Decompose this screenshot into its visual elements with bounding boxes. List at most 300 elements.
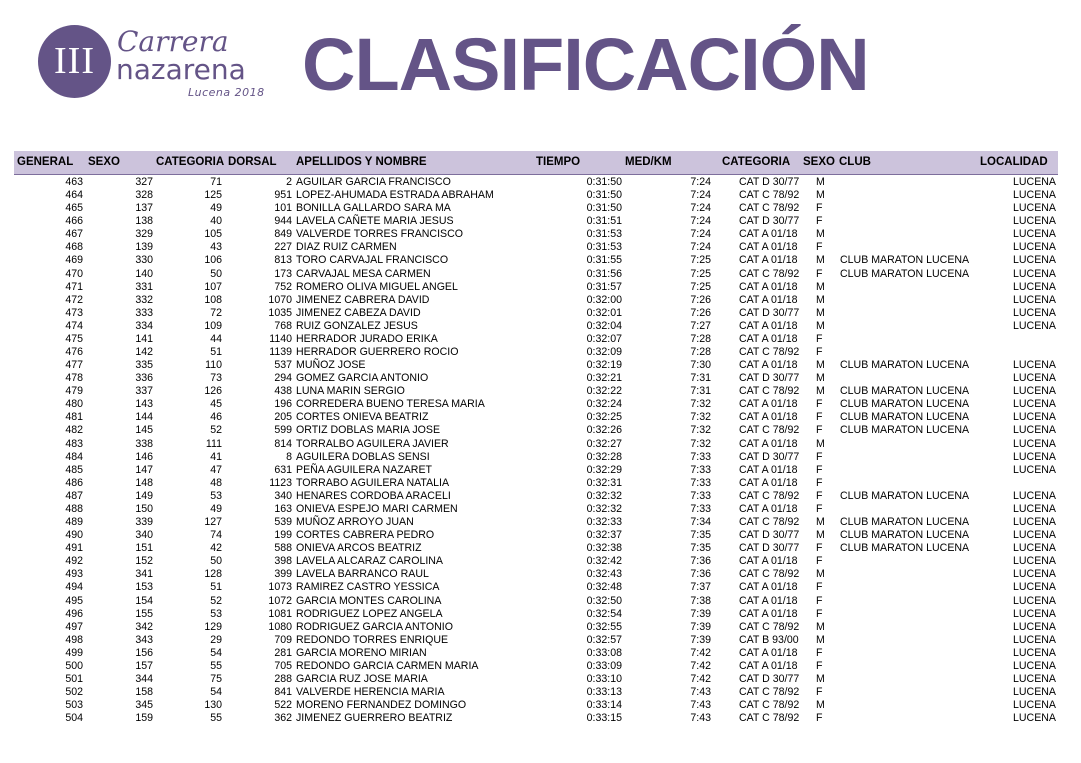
cell-tiempo: 0:32:00 xyxy=(586,293,622,306)
cell-medkm: 7:30 xyxy=(690,359,711,372)
results-table xyxy=(0,176,1081,725)
cell-sexo: 339 xyxy=(135,516,153,529)
cell-tiempo: 0:32:37 xyxy=(586,529,622,542)
cell-sexo2: F xyxy=(816,332,823,345)
cell-medkm: 7:35 xyxy=(690,529,711,542)
header-medkm: MED/KM xyxy=(625,156,672,168)
cell-sexo: 141 xyxy=(135,332,153,345)
cell-sexo2: F xyxy=(816,646,823,659)
table-row xyxy=(0,451,1081,464)
cell-tiempo: 0:32:26 xyxy=(586,424,622,437)
cell-sexo2: F xyxy=(816,555,823,568)
cell-dorsal: 1070 xyxy=(268,293,292,306)
cell-sexo: 142 xyxy=(135,346,153,359)
cell-medkm: 7:24 xyxy=(690,202,711,215)
cell-general: 499 xyxy=(65,646,83,659)
cell-general: 466 xyxy=(65,215,83,228)
cell-tiempo: 0:31:53 xyxy=(586,228,622,241)
header-dorsal: DORSAL xyxy=(228,156,277,168)
cell-sexo: 335 xyxy=(135,359,153,372)
cell-medkm: 7:27 xyxy=(690,319,711,332)
cell-localidad: LUCENA xyxy=(1013,712,1056,725)
cell-sexo: 156 xyxy=(135,646,153,659)
cell-medkm: 7:36 xyxy=(690,555,711,568)
cell-sexo: 341 xyxy=(135,568,153,581)
table-row xyxy=(0,228,1081,241)
cell-nombre: RODRIGUEZ LOPEZ ANGELA xyxy=(296,607,443,620)
table-row xyxy=(0,320,1081,333)
cell-nombre: GARCIA RUZ JOSE MARIA xyxy=(296,672,428,685)
cell-tiempo: 0:32:38 xyxy=(586,542,622,555)
table-row xyxy=(0,542,1081,555)
cell-tiempo: 0:31:50 xyxy=(586,189,622,202)
cell-medkm: 7:34 xyxy=(690,516,711,529)
cell-nombre: ONIEVA ESPEJO MARI CARMEN xyxy=(296,502,458,515)
cell-categoria-pos: 129 xyxy=(204,620,222,633)
table-row xyxy=(0,555,1081,568)
cell-dorsal: 281 xyxy=(274,646,292,659)
cell-sexo: 146 xyxy=(135,450,153,463)
logo-numeral-badge: III xyxy=(38,25,111,98)
cell-general: 467 xyxy=(65,228,83,241)
cell-dorsal: 163 xyxy=(274,502,292,515)
cell-categoria-pos: 51 xyxy=(210,346,222,359)
cell-general: 468 xyxy=(65,241,83,254)
cell-medkm: 7:24 xyxy=(690,176,711,188)
cell-medkm: 7:33 xyxy=(690,489,711,502)
cell-tiempo: 0:31:50 xyxy=(586,202,622,215)
table-row xyxy=(0,647,1081,660)
table-row xyxy=(0,621,1081,634)
cell-tiempo: 0:32:21 xyxy=(586,372,622,385)
cell-nombre: HERRADOR GUERRERO ROCIO xyxy=(296,346,459,359)
cell-tiempo: 0:32:32 xyxy=(586,489,622,502)
cell-sexo2: F xyxy=(816,686,823,699)
cell-sexo2: M xyxy=(816,568,825,581)
cell-categoria-pos: 46 xyxy=(210,411,222,424)
cell-nombre: HENARES CORDOBA ARACELI xyxy=(296,489,451,502)
cell-categoria: CAT D 30/77 xyxy=(739,542,800,555)
cell-general: 502 xyxy=(65,686,83,699)
cell-tiempo: 0:32:43 xyxy=(586,568,622,581)
cell-categoria-pos: 41 xyxy=(210,450,222,463)
cell-categoria-pos: 50 xyxy=(210,555,222,568)
cell-localidad: LUCENA xyxy=(1013,437,1056,450)
cell-categoria-pos: 111 xyxy=(205,437,222,450)
cell-nombre: CORREDERA BUENO TERESA MARIA xyxy=(296,398,485,411)
cell-localidad: LUCENA xyxy=(1013,215,1056,228)
cell-general: 470 xyxy=(65,267,83,280)
cell-categoria-pos: 42 xyxy=(210,542,222,555)
cell-localidad: LUCENA xyxy=(1013,555,1056,568)
cell-sexo: 344 xyxy=(135,672,153,685)
cell-sexo: 338 xyxy=(135,437,153,450)
cell-medkm: 7:42 xyxy=(690,659,711,672)
cell-categoria: CAT C 78/92 xyxy=(739,202,800,215)
cell-sexo2: M xyxy=(816,293,825,306)
cell-sexo: 148 xyxy=(135,476,153,489)
cell-tiempo: 0:32:24 xyxy=(586,398,622,411)
cell-categoria: CAT A 01/18 xyxy=(739,463,798,476)
cell-general: 491 xyxy=(65,542,83,555)
cell-dorsal: 849 xyxy=(274,228,292,241)
cell-categoria: CAT C 78/92 xyxy=(739,516,800,529)
cell-dorsal: 294 xyxy=(274,372,292,385)
cell-sexo: 340 xyxy=(135,529,153,542)
cell-sexo: 144 xyxy=(135,411,153,424)
cell-dorsal: 205 xyxy=(274,411,292,424)
cell-sexo: 342 xyxy=(135,620,153,633)
table-row xyxy=(0,699,1081,712)
cell-categoria: CAT A 01/18 xyxy=(739,359,798,372)
cell-sexo2: F xyxy=(816,607,823,620)
table-row xyxy=(0,385,1081,398)
cell-categoria: CAT C 78/92 xyxy=(739,346,800,359)
cell-medkm: 7:38 xyxy=(690,594,711,607)
cell-nombre: MUÑOZ JOSE xyxy=(296,359,366,372)
table-row xyxy=(0,254,1081,267)
cell-categoria-pos: 73 xyxy=(210,372,222,385)
cell-medkm: 7:33 xyxy=(690,450,711,463)
cell-localidad: LUCENA xyxy=(1013,228,1056,241)
table-row xyxy=(0,516,1081,529)
cell-nombre: AGUILAR GARCIA FRANCISCO xyxy=(296,176,451,188)
cell-general: 465 xyxy=(65,202,83,215)
cell-localidad: LUCENA xyxy=(1013,267,1056,280)
cell-medkm: 7:25 xyxy=(690,254,711,267)
cell-localidad: LUCENA xyxy=(1013,280,1056,293)
cell-medkm: 7:39 xyxy=(690,633,711,646)
cell-tiempo: 0:32:22 xyxy=(586,385,622,398)
cell-dorsal: 1035 xyxy=(268,306,292,319)
cell-tiempo: 0:32:33 xyxy=(586,516,622,529)
cell-general: 501 xyxy=(65,672,83,685)
cell-sexo2: F xyxy=(816,241,823,254)
cell-localidad: LUCENA xyxy=(1013,372,1056,385)
cell-nombre: ROMERO OLIVA MIGUEL ANGEL xyxy=(296,280,458,293)
cell-tiempo: 0:32:32 xyxy=(586,502,622,515)
table-row xyxy=(0,686,1081,699)
cell-sexo: 155 xyxy=(135,607,153,620)
cell-localidad: LUCENA xyxy=(1013,516,1056,529)
cell-localidad: LUCENA xyxy=(1013,293,1056,306)
cell-medkm: 7:33 xyxy=(690,502,711,515)
cell-categoria-pos: 47 xyxy=(210,463,222,476)
table-row xyxy=(0,581,1081,594)
cell-sexo2: F xyxy=(816,712,823,725)
cell-nombre: MORENO FERNANDEZ DOMINGO xyxy=(296,699,467,712)
cell-medkm: 7:32 xyxy=(690,437,711,450)
table-row xyxy=(0,634,1081,647)
cell-sexo2: M xyxy=(816,529,825,542)
cell-general: 490 xyxy=(65,529,83,542)
cell-sexo: 159 xyxy=(135,712,153,725)
cell-general: 479 xyxy=(65,385,83,398)
cell-dorsal: 8 xyxy=(286,450,292,463)
cell-dorsal: 196 xyxy=(274,398,292,411)
cell-dorsal: 1139 xyxy=(269,346,292,359)
cell-categoria: CAT A 01/18 xyxy=(739,502,798,515)
cell-club: CLUB MARATON LUCENA xyxy=(840,359,970,372)
cell-sexo: 154 xyxy=(135,594,153,607)
cell-general: 475 xyxy=(65,332,83,345)
cell-categoria: CAT D 30/77 xyxy=(739,450,800,463)
cell-tiempo: 0:32:31 xyxy=(586,476,622,489)
cell-sexo2: F xyxy=(816,502,823,515)
cell-dorsal: 340 xyxy=(274,489,292,502)
table-row xyxy=(0,673,1081,686)
cell-dorsal: 2 xyxy=(286,176,292,188)
cell-general: 483 xyxy=(65,437,83,450)
cell-categoria: CAT A 01/18 xyxy=(739,293,798,306)
cell-medkm: 7:42 xyxy=(690,646,711,659)
cell-club: CLUB MARATON LUCENA xyxy=(840,385,970,398)
cell-medkm: 7:26 xyxy=(690,293,711,306)
cell-general: 482 xyxy=(65,424,83,437)
cell-categoria: CAT A 01/18 xyxy=(739,280,798,293)
table-row xyxy=(0,411,1081,424)
cell-general: 496 xyxy=(65,607,83,620)
cell-localidad: LUCENA xyxy=(1013,319,1056,332)
cell-localidad: LUCENA xyxy=(1013,359,1056,372)
cell-dorsal: 101 xyxy=(274,202,292,215)
cell-sexo2: F xyxy=(816,398,823,411)
cell-sexo2: M xyxy=(816,516,825,529)
table-row xyxy=(0,660,1081,673)
cell-categoria: CAT C 78/92 xyxy=(739,189,800,202)
cell-tiempo: 0:33:15 xyxy=(586,712,622,725)
cell-localidad: LUCENA xyxy=(1013,424,1056,437)
cell-categoria: CAT A 01/18 xyxy=(739,319,798,332)
cell-nombre: TORO CARVAJAL FRANCISCO xyxy=(296,254,449,267)
cell-tiempo: 0:33:08 xyxy=(586,646,622,659)
cell-sexo2: M xyxy=(816,633,825,646)
cell-categoria-pos: 53 xyxy=(210,607,222,620)
cell-categoria-pos: 55 xyxy=(210,659,222,672)
cell-categoria-pos: 107 xyxy=(204,280,222,293)
cell-categoria: CAT A 01/18 xyxy=(739,437,798,450)
cell-sexo2: F xyxy=(816,411,823,424)
cell-general: 489 xyxy=(65,516,83,529)
cell-tiempo: 0:31:55 xyxy=(586,254,622,267)
table-row xyxy=(0,372,1081,385)
cell-sexo: 337 xyxy=(135,385,153,398)
table-row xyxy=(0,294,1081,307)
cell-categoria-pos: 106 xyxy=(204,254,222,267)
cell-sexo2: F xyxy=(816,542,823,555)
cell-sexo: 332 xyxy=(135,293,153,306)
table-row xyxy=(0,608,1081,621)
cell-sexo: 345 xyxy=(135,699,153,712)
cell-sexo2: F xyxy=(816,424,823,437)
cell-sexo: 333 xyxy=(135,306,153,319)
cell-tiempo: 0:32:57 xyxy=(586,633,622,646)
cell-dorsal: 1140 xyxy=(269,332,292,345)
table-row xyxy=(0,189,1081,202)
header-club: CLUB xyxy=(839,156,871,168)
cell-nombre: BONILLA GALLARDO SARA MA xyxy=(296,202,451,215)
cell-nombre: LAVELA BARRANCO RAUL xyxy=(296,568,429,581)
cell-medkm: 7:35 xyxy=(690,542,711,555)
cell-sexo2: M xyxy=(816,699,825,712)
cell-nombre: GARCIA MONTES CAROLINA xyxy=(296,594,442,607)
cell-categoria: CAT C 78/92 xyxy=(739,385,800,398)
cell-nombre: MUÑOZ ARROYO JUAN xyxy=(296,516,414,529)
cell-club: CLUB MARATON LUCENA xyxy=(840,424,970,437)
cell-categoria-pos: 54 xyxy=(210,646,222,659)
cell-dorsal: 1081 xyxy=(268,607,292,620)
cell-tiempo: 0:33:13 xyxy=(586,686,622,699)
cell-localidad: LUCENA xyxy=(1013,411,1056,424)
table-row xyxy=(0,346,1081,359)
table-row xyxy=(0,490,1081,503)
cell-medkm: 7:26 xyxy=(690,306,711,319)
header-sexo2: SEXO xyxy=(803,156,835,168)
cell-sexo2: M xyxy=(816,306,825,319)
cell-medkm: 7:32 xyxy=(690,398,711,411)
cell-categoria: CAT A 01/18 xyxy=(739,241,798,254)
cell-sexo2: M xyxy=(816,319,825,332)
cell-localidad: LUCENA xyxy=(1013,633,1056,646)
cell-categoria: CAT C 78/92 xyxy=(739,620,800,633)
cell-sexo: 158 xyxy=(135,686,153,699)
cell-categoria-pos: 127 xyxy=(204,516,222,529)
cell-club: CLUB MARATON LUCENA xyxy=(840,254,970,267)
cell-sexo: 149 xyxy=(135,489,153,502)
table-row xyxy=(0,241,1081,254)
cell-medkm: 7:25 xyxy=(690,280,711,293)
cell-sexo: 137 xyxy=(135,202,153,215)
cell-categoria: CAT A 01/18 xyxy=(739,646,798,659)
cell-categoria: CAT A 01/18 xyxy=(739,659,798,672)
cell-tiempo: 0:32:25 xyxy=(586,411,622,424)
cell-sexo: 157 xyxy=(135,659,153,672)
cell-tiempo: 0:31:56 xyxy=(586,267,622,280)
cell-sexo2: M xyxy=(816,189,825,202)
logo-text-location-year: Lucena 2018 xyxy=(188,86,265,99)
cell-dorsal: 1072 xyxy=(268,594,292,607)
cell-dorsal: 813 xyxy=(274,254,292,267)
cell-categoria: CAT C 78/92 xyxy=(739,424,800,437)
cell-medkm: 7:28 xyxy=(690,332,711,345)
cell-tiempo: 0:32:19 xyxy=(586,359,622,372)
cell-nombre: LOPEZ-AHUMADA ESTRADA ABRAHAM xyxy=(296,189,494,202)
cell-dorsal: 588 xyxy=(274,542,292,555)
cell-sexo: 153 xyxy=(135,581,153,594)
cell-nombre: PEÑA AGUILERA NAZARET xyxy=(296,463,432,476)
cell-nombre: LAVELA ALCARAZ CAROLINA xyxy=(296,555,443,568)
cell-categoria: CAT A 01/18 xyxy=(739,411,798,424)
cell-nombre: RAMIREZ CASTRO YESSICA xyxy=(296,581,440,594)
cell-general: 481 xyxy=(65,411,83,424)
cell-categoria: CAT C 78/92 xyxy=(739,712,800,725)
cell-localidad: LUCENA xyxy=(1013,489,1056,502)
table-row xyxy=(0,503,1081,516)
cell-categoria-pos: 110 xyxy=(205,359,222,372)
cell-tiempo: 0:32:50 xyxy=(586,594,622,607)
cell-sexo: 336 xyxy=(135,372,153,385)
cell-nombre: LUNA MARIN SERGIO xyxy=(296,385,405,398)
cell-nombre: TORRABO AGUILERA NATALIA xyxy=(296,476,450,489)
cell-club: CLUB MARATON LUCENA xyxy=(840,529,970,542)
cell-medkm: 7:37 xyxy=(690,581,711,594)
table-row xyxy=(0,333,1081,346)
cell-categoria: CAT A 01/18 xyxy=(739,254,798,267)
cell-nombre: HERRADOR JURADO ERIKA xyxy=(296,332,438,345)
cell-dorsal: 539 xyxy=(274,516,292,529)
cell-nombre: JIMENEZ CABEZA DAVID xyxy=(296,306,421,319)
table-row xyxy=(0,464,1081,477)
cell-sexo: 150 xyxy=(135,502,153,515)
cell-tiempo: 0:32:07 xyxy=(586,332,622,345)
cell-sexo: 140 xyxy=(135,267,153,280)
cell-general: 485 xyxy=(65,463,83,476)
cell-dorsal: 362 xyxy=(274,712,292,725)
cell-tiempo: 0:32:54 xyxy=(586,607,622,620)
cell-sexo2: F xyxy=(816,581,823,594)
cell-medkm: 7:32 xyxy=(690,411,711,424)
cell-dorsal: 1073 xyxy=(268,581,292,594)
cell-sexo: 151 xyxy=(135,542,153,555)
cell-tiempo: 0:32:09 xyxy=(586,346,622,359)
cell-club: CLUB MARATON LUCENA xyxy=(840,542,970,555)
logo-text-nazarena: nazarena xyxy=(116,53,246,86)
cell-localidad: LUCENA xyxy=(1013,699,1056,712)
cell-sexo2: M xyxy=(816,280,825,293)
cell-nombre: ORTIZ DOBLAS MARIA JOSE xyxy=(296,424,441,437)
cell-nombre: CORTES ONIEVA BEATRIZ xyxy=(296,411,429,424)
cell-sexo2: M xyxy=(816,372,825,385)
table-row xyxy=(0,712,1081,725)
cell-categoria-pos: 52 xyxy=(210,424,222,437)
cell-localidad: LUCENA xyxy=(1013,189,1056,202)
cell-sexo: 143 xyxy=(135,398,153,411)
cell-categoria-pos: 43 xyxy=(210,241,222,254)
cell-general: 486 xyxy=(65,476,83,489)
cell-club: CLUB MARATON LUCENA xyxy=(840,489,970,502)
event-logo xyxy=(38,24,268,104)
cell-categoria-pos: 109 xyxy=(204,319,222,332)
cell-general: 464 xyxy=(65,189,83,202)
cell-nombre: JIMENEZ GUERRERO BEATRIZ xyxy=(296,712,453,725)
cell-medkm: 7:24 xyxy=(690,241,711,254)
cell-sexo2: M xyxy=(816,620,825,633)
cell-sexo2: F xyxy=(816,659,823,672)
cell-tiempo: 0:33:10 xyxy=(586,672,622,685)
cell-nombre: REDONDO GARCIA CARMEN MARIA xyxy=(296,659,479,672)
cell-general: 474 xyxy=(65,319,83,332)
cell-categoria: CAT C 78/92 xyxy=(739,568,800,581)
cell-categoria: CAT A 01/18 xyxy=(739,581,798,594)
cell-localidad: LUCENA xyxy=(1013,659,1056,672)
cell-nombre: GOMEZ GARCIA ANTONIO xyxy=(296,372,429,385)
cell-localidad: LUCENA xyxy=(1013,463,1056,476)
cell-nombre: RODRIGUEZ GARCIA ANTONIO xyxy=(296,620,453,633)
cell-general: 472 xyxy=(65,293,83,306)
cell-categoria: CAT A 01/18 xyxy=(739,228,798,241)
cell-dorsal: 944 xyxy=(274,215,292,228)
cell-categoria-pos: 55 xyxy=(210,712,222,725)
cell-dorsal: 705 xyxy=(274,659,292,672)
cell-medkm: 7:39 xyxy=(690,620,711,633)
cell-general: 500 xyxy=(65,659,83,672)
header-general: GENERAL xyxy=(17,156,74,168)
cell-nombre: LAVELA CAÑETE MARIA JESUS xyxy=(296,215,454,228)
cell-dorsal: 814 xyxy=(274,437,292,450)
cell-localidad: LUCENA xyxy=(1013,450,1056,463)
cell-dorsal: 227 xyxy=(274,241,292,254)
cell-categoria-pos: 74 xyxy=(210,529,222,542)
